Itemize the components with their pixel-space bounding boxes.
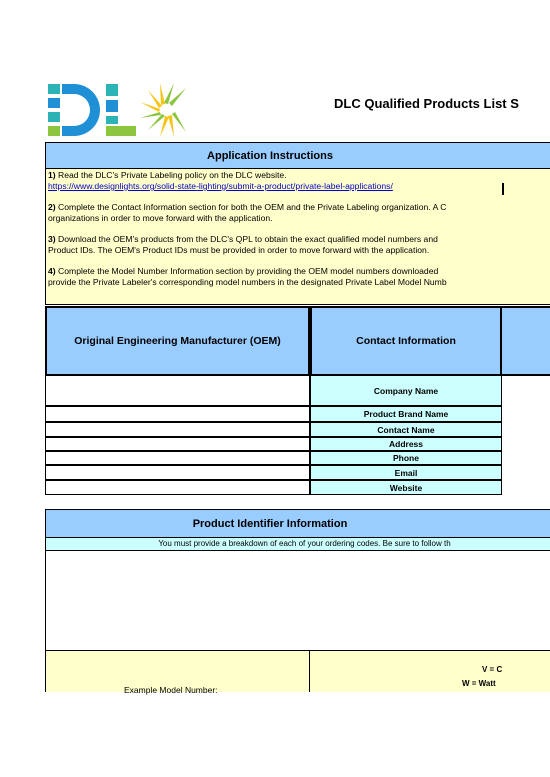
- oem-value-cell[interactable]: [45, 480, 310, 495]
- dlc-logo: [48, 84, 188, 136]
- instruction-step-1: 1) Read the DLC's Private Labeling policy on the DLC website.: [48, 170, 287, 180]
- contact-field-label: Email: [310, 465, 502, 480]
- example-model-number-cell: [45, 651, 310, 695]
- application-instructions-header: [45, 142, 550, 169]
- instructions-body: [45, 169, 550, 305]
- example-legend-cell: [310, 651, 550, 692]
- instruction-step-3-cont: Product IDs. The OEM's Product IDs must be provided in order to move forward with the application.: [48, 245, 430, 255]
- legend-line-2: W = Watt: [462, 679, 496, 688]
- oem-value-cell[interactable]: [45, 376, 310, 406]
- contact-field-label: Phone: [310, 451, 502, 465]
- instruction-step-3: 3) Download the OEM's products from the DLC's QPL to obtain the exact qualified model numbers and: [48, 234, 438, 244]
- contact-field-label: Contact Name: [310, 422, 502, 437]
- legend-line-1: V = C: [482, 665, 503, 674]
- oem-value-cell[interactable]: [45, 451, 310, 465]
- private-label-policy-link-row: [46, 181, 550, 192]
- dlc-logo-graphic: [48, 84, 188, 136]
- product-identifier-header: [45, 509, 550, 538]
- document-title: DLC Qualified Products List S: [334, 96, 519, 111]
- contact-field-label: Website: [310, 480, 502, 495]
- oem-value-cell[interactable]: [45, 465, 310, 480]
- ordering-codes-area[interactable]: [45, 551, 550, 651]
- oem-header: Original Engineering Manufacturer (OEM): [45, 306, 310, 376]
- product-identifier-title: Product Identifier Information: [192, 517, 348, 530]
- contact-header-overflow: [502, 306, 550, 376]
- application-instructions-title: Application Instructions: [207, 149, 333, 162]
- oem-value-cell[interactable]: [45, 422, 310, 437]
- instruction-step-2: 2) Complete the Contact Information section for both the OEM and the Private Labeling organization. A C: [48, 202, 447, 212]
- contact-field-label: Address: [310, 437, 502, 451]
- instruction-step-4-cont: provide the Private Labeler's corresponding model numbers in the designated Private Label Model Numb: [48, 277, 447, 287]
- instruction-step-2-cont: organizations in order to move forward with the application.: [48, 213, 273, 223]
- instruction-step-4: 4) Complete the Model Number Information section by providing the OEM model numbers downloaded: [48, 266, 439, 276]
- contact-field-label: Company Name: [310, 376, 502, 406]
- ordering-codes-note: You must provide a breakdown of each of your ordering codes. Be sure to follow th: [45, 538, 550, 551]
- example-model-number-label: Example Model Number:: [124, 685, 218, 695]
- oem-value-cell[interactable]: [45, 406, 310, 422]
- oem-value-cell[interactable]: [45, 437, 310, 451]
- private-label-policy-link[interactable]: https://www.designlights.org/solid-state-lighting/submit-a-product/private-label-applications/: [48, 181, 393, 191]
- cell-edge-marker: [502, 183, 504, 195]
- contact-information-header: Contact Information: [310, 306, 502, 376]
- contact-field-label: Product Brand Name: [310, 406, 502, 422]
